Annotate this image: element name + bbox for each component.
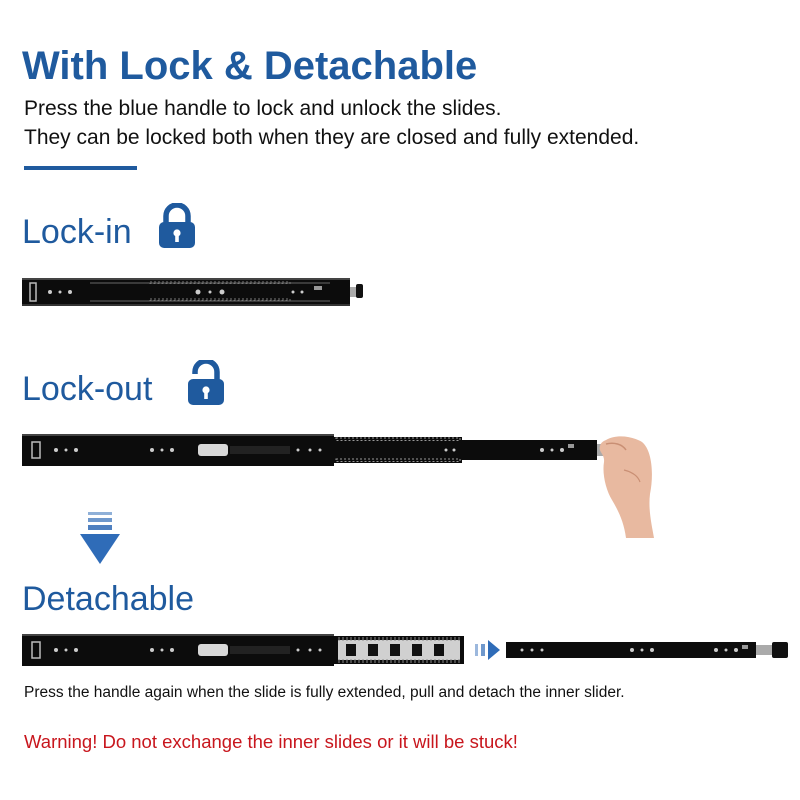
page-title: With Lock & Detachable (22, 44, 478, 88)
lock-in-label: Lock-in (22, 213, 132, 251)
closed-lock-icon (158, 203, 196, 249)
slide-detached (20, 630, 795, 670)
slide-closed-locked (20, 270, 365, 312)
warning-text: Warning! Do not exchange the inner slides or it will be stuck! (24, 731, 518, 752)
detachable-label: Detachable (22, 580, 195, 618)
title-underline (24, 166, 137, 170)
down-arrow-icon (78, 512, 122, 566)
open-lock-icon (187, 360, 225, 406)
detach-note: Press the handle again when the slide is fully extended, pull and detach the inner slider. (24, 684, 625, 701)
subtitle-line-1: Press the blue handle to lock and unlock the slides. (24, 97, 502, 120)
subtitle-line-2: They can be locked both when they are closed and fully extended. (24, 126, 640, 149)
lock-out-label: Lock-out (22, 370, 153, 408)
